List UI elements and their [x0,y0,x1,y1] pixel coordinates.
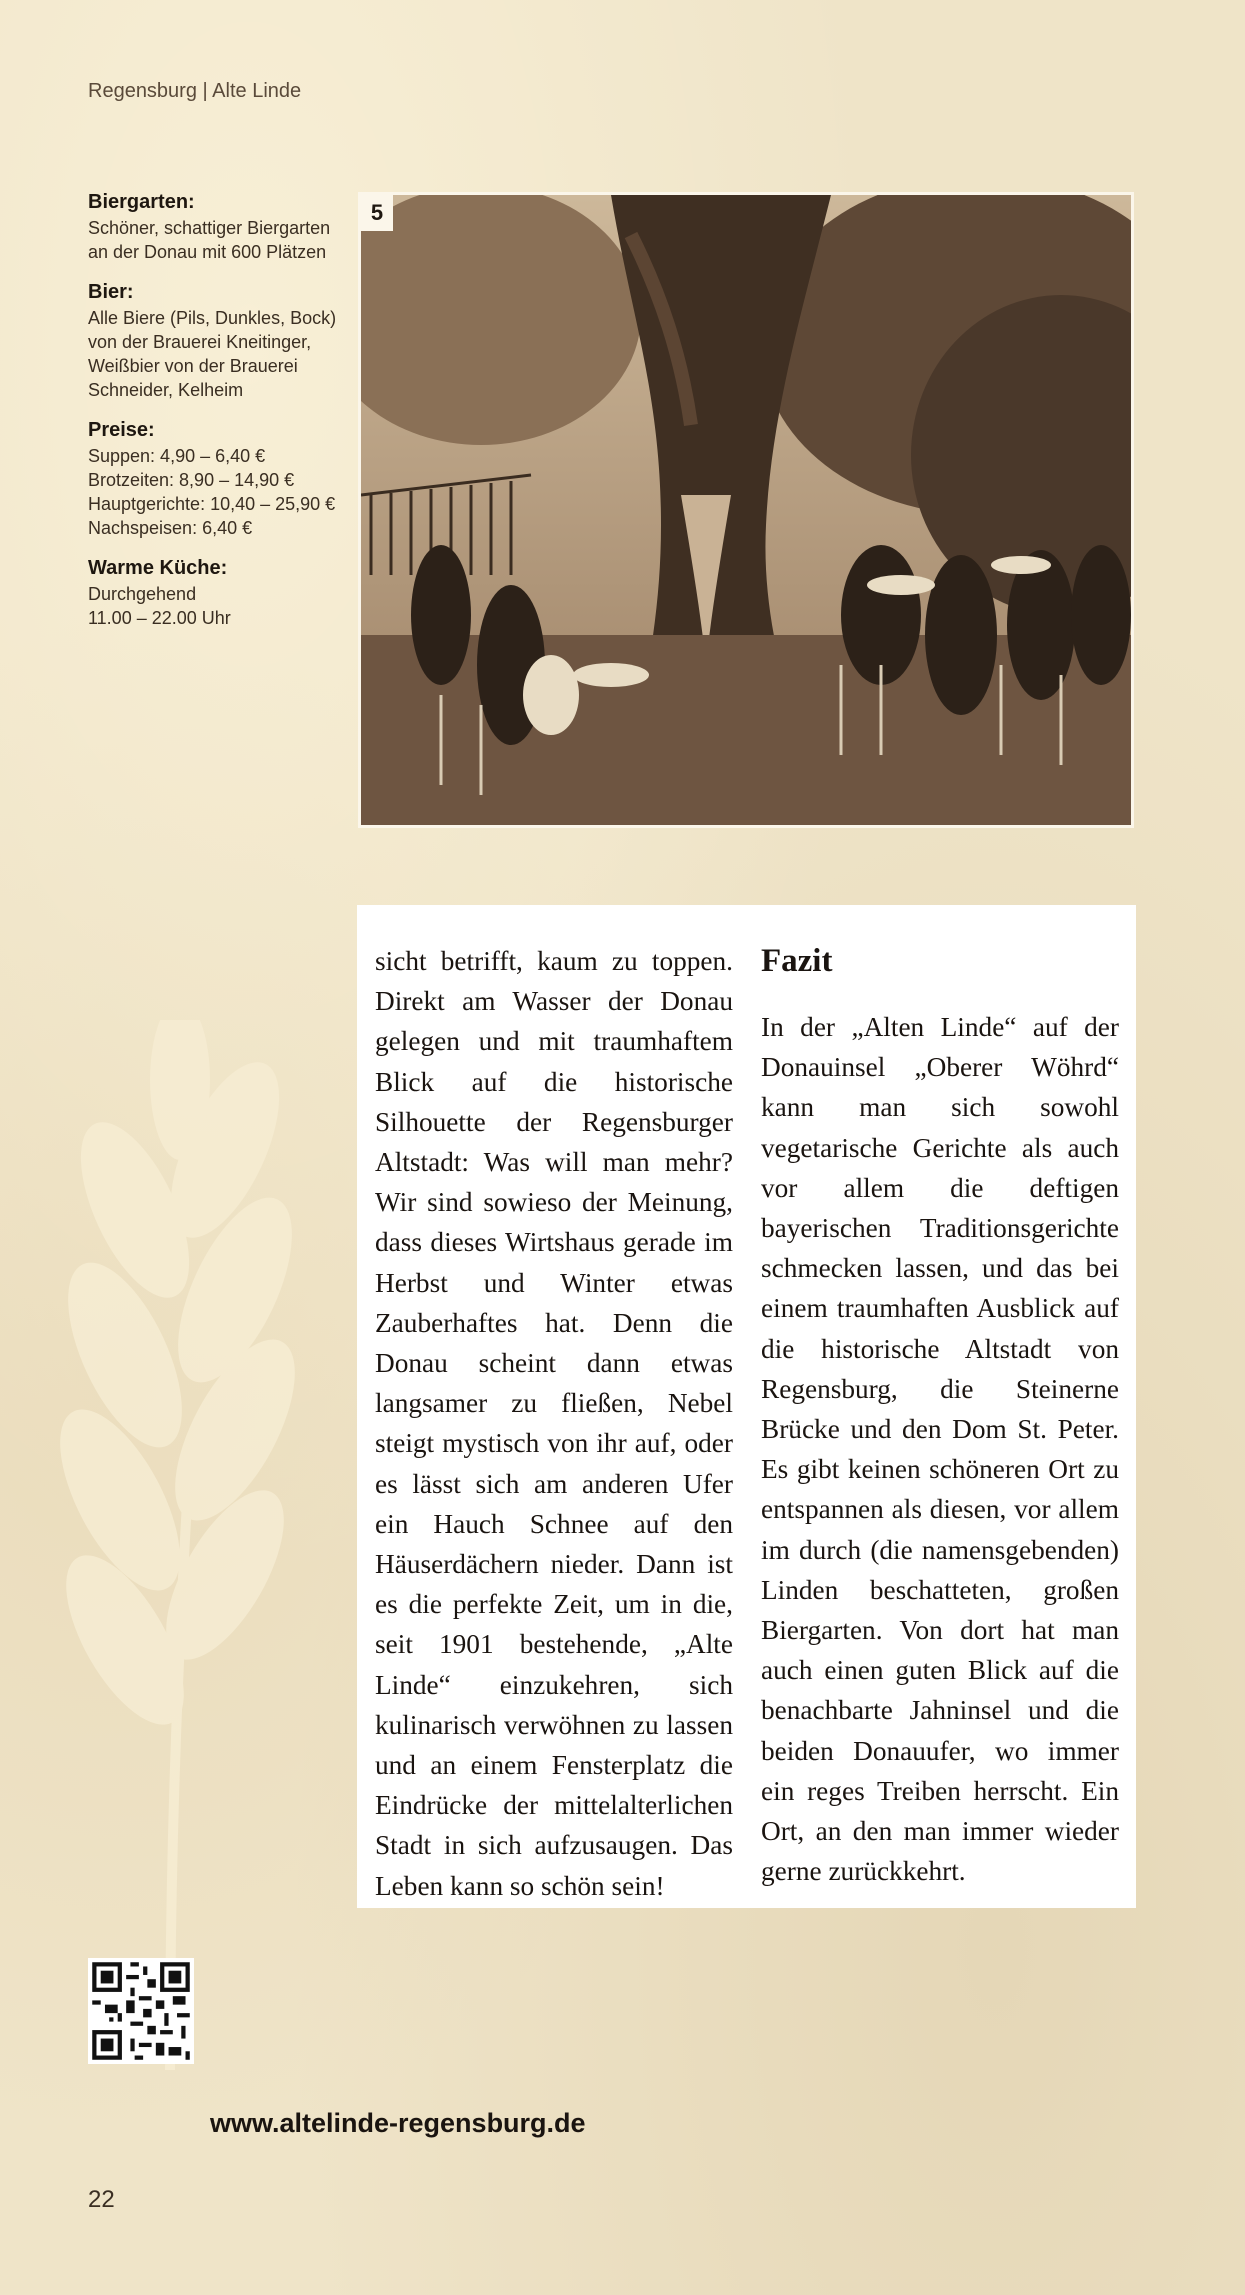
running-header: Regensburg | Alte Linde [88,80,302,102]
info-heading: Biergarten: [88,191,195,213]
info-line: Schöner, schattiger Biergarten [88,218,331,238]
info-section-biergarten [88,190,348,264]
info-line: Durchgehend [88,584,197,604]
website-link[interactable]: www.altelinde-regensburg.de [210,2108,586,2138]
fazit-text: In der „Alten Linde“ auf der Donauinsel „Oberer Wöhrd“ kann man sich sowohl vegetarische Gerichte als auch vor allem die deftigen bayerischen Traditionsgerichte schmecken lassen, und das bei einem traumhaften Ausblick auf die historische Altstadt von Regensburg, die Steinerne Brücke und den Dom St. Peter. Es gibt keinen schöneren Ort zu entspannen als diesen, vor allem im durch (die namensgebenden) Linden beschatteten, großen Biergarten. Von dort hat man auch einen guten Blick auf die benachbarte Jahninsel und die beiden Donauufer, wo immer ein reges Treiben herrscht. Ein Ort, an den man immer wieder gerne zurückkehrt. [761,1012,1119,1887]
info-line: Brotzeiten: 8,90 – 14,90 € [88,470,295,490]
article-column-right [761,941,1119,1891]
info-heading: Bier: [88,281,134,303]
info-line: Hauptgerichte: 10,40 – 25,90 € [88,494,336,514]
sepia-photo-illustration [361,195,1131,825]
historic-beer-garden-photo [358,192,1134,828]
info-sidebar [88,190,348,646]
info-section-kueche [88,556,348,630]
info-heading: Preise: [88,419,155,441]
info-line: Suppen: 4,90 – 6,40 € [88,446,266,466]
info-line: an der Donau mit 600 Plätzen [88,242,327,262]
info-line: Nachspeisen: 6,40 € [88,518,253,538]
page-number: 22 [88,2186,115,2213]
qr-code-icon [88,1958,194,2064]
info-line: Schneider, Kelheim [88,380,244,400]
photo-number-badge: 5 [361,195,393,231]
info-line: Weißbier von der Brauerei [88,356,298,376]
info-section-preise [88,418,348,540]
info-line: Alle Biere (Pils, Dunkles, Bock) [88,308,337,328]
article-text-box [357,905,1136,1908]
article-column-left: sicht betrifft, kaum zu toppen. Direkt am Wasser der Donau gelegen und mit traumhaftem Blick auf die historische Silhouette der Regensburger Altstadt: Was will man mehr? Wir sind sowieso der Meinung, dass dieses Wirtshaus gerade im Herbst und Winter etwas Zauberhaftes hat. Denn die Donau scheint dann etwas langsamer zu fließen, Nebel steigt mystisch von ihr auf, oder es lässt sich am anderen Ufer ein Hauch Schnee auf den Häuserdächern nieder. Dann ist es die perfekte Zeit, um in die, seit 1901 bestehende, „Alte Linde“ einzukehren, sich kulinarisch verwöhnen zu lassen und an einem Fensterplatz die Eindrücke der mittelalterlichen Stadt in sich aufzusaugen. Das Leben kann so schön sein! [375,946,733,1901]
info-heading: Warme Küche: [88,557,228,579]
info-line: 11.00 – 22.00 Uhr [88,608,231,628]
info-section-bier [88,280,348,402]
fazit-heading: Fazit [761,943,833,979]
info-line: von der Brauerei Kneitinger, [88,332,312,352]
wheat-watermark-icon [20,1020,320,2070]
